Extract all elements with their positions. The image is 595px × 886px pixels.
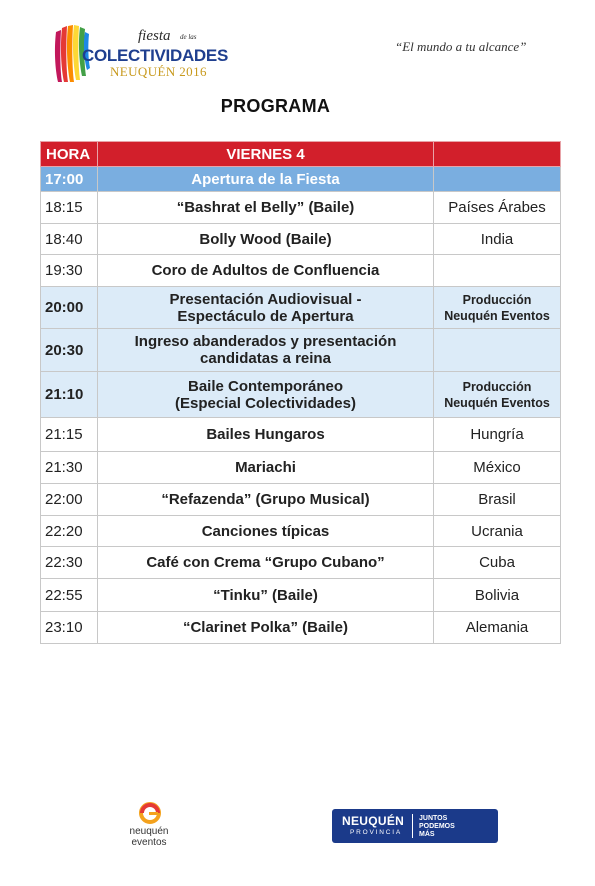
row-act: Baile Contemporáneo (Especial Colectividades) bbox=[98, 372, 434, 418]
logo-main-text: COLECTIVIDADES bbox=[82, 46, 228, 65]
table-header bbox=[41, 142, 561, 167]
row-origin: México bbox=[434, 452, 561, 484]
table-row bbox=[41, 579, 561, 612]
row-act: Apertura de la Fiesta bbox=[98, 167, 434, 192]
row-time: 22:20 bbox=[41, 516, 98, 547]
row-time: 21:15 bbox=[41, 418, 98, 452]
row-time: 22:55 bbox=[41, 579, 98, 612]
table-row bbox=[41, 547, 561, 579]
row-time: 20:30 bbox=[41, 329, 98, 372]
row-act: Coro de Adultos de Confluencia bbox=[98, 255, 434, 287]
fiesta-logo bbox=[52, 24, 228, 86]
row-time: 19:30 bbox=[41, 255, 98, 287]
row-time: 21:10 bbox=[41, 372, 98, 418]
neuquen-eventos-text: neuquén eventos bbox=[129, 826, 169, 848]
program-table bbox=[40, 141, 561, 644]
provincia-badge bbox=[332, 809, 498, 843]
table-row bbox=[41, 224, 561, 255]
header-dia: VIERNES 4 bbox=[98, 142, 434, 167]
row-origin bbox=[434, 255, 561, 287]
row-time: 23:10 bbox=[41, 612, 98, 644]
row-time: 22:30 bbox=[41, 547, 98, 579]
prov-divider bbox=[412, 814, 413, 838]
row-origin: Bolivia bbox=[434, 579, 561, 612]
row-origin: Hungría bbox=[434, 418, 561, 452]
table-row bbox=[41, 255, 561, 287]
row-act: “Tinku” (Baile) bbox=[98, 579, 434, 612]
row-origin: Alemania bbox=[434, 612, 561, 644]
row-origin: Cuba bbox=[434, 547, 561, 579]
row-time: 20:00 bbox=[41, 287, 98, 329]
row-act: “Refazenda” (Grupo Musical) bbox=[98, 484, 434, 516]
row-act: Café con Crema “Grupo Cubano” bbox=[98, 547, 434, 579]
logo-delas-text: de las bbox=[180, 33, 197, 41]
row-origin bbox=[434, 329, 561, 372]
table-row-opening bbox=[41, 167, 561, 192]
row-time: 22:00 bbox=[41, 484, 98, 516]
row-time: 17:00 bbox=[41, 167, 98, 192]
row-origin: India bbox=[434, 224, 561, 255]
page-title: PROGRAMA bbox=[220, 96, 331, 116]
row-origin: Brasil bbox=[434, 484, 561, 516]
table-row bbox=[41, 418, 561, 452]
table-row bbox=[41, 612, 561, 644]
row-act: Ingreso abanderados y presentación candidatas a reina bbox=[98, 329, 434, 372]
header-hora: HORA bbox=[41, 142, 98, 167]
table-row bbox=[41, 192, 561, 224]
row-origin bbox=[434, 167, 561, 192]
row-act: “Bashrat el Belly” (Baile) bbox=[98, 192, 434, 224]
row-origin: Producción Neuquén Eventos bbox=[434, 372, 561, 418]
logo-sub-text: NEUQUÉN 2016 bbox=[110, 64, 207, 79]
slogan: “El mundo a tu alcance” bbox=[395, 39, 527, 54]
row-time: 18:15 bbox=[41, 192, 98, 224]
row-origin: Ucrania bbox=[434, 516, 561, 547]
table-row bbox=[41, 484, 561, 516]
table-row bbox=[41, 329, 561, 372]
row-act: “Clarinet Polka” (Baile) bbox=[98, 612, 434, 644]
row-time: 18:40 bbox=[41, 224, 98, 255]
table-row bbox=[41, 372, 561, 418]
row-act: Canciones típicas bbox=[98, 516, 434, 547]
prov-sub-text: PROVINCIA bbox=[350, 829, 402, 836]
eventos-swirl-icon bbox=[120, 802, 180, 826]
prov-main-text: NEUQUÉN bbox=[342, 814, 405, 828]
row-act: Mariachi bbox=[98, 452, 434, 484]
logo-fiesta-text: fiesta bbox=[138, 28, 171, 44]
row-origin: Producción Neuquén Eventos bbox=[434, 287, 561, 329]
row-act: Bailes Hungaros bbox=[98, 418, 434, 452]
row-act: Presentación Audiovisual - Espectáculo de Apertura bbox=[98, 287, 434, 329]
table-row bbox=[41, 287, 561, 329]
table-row bbox=[41, 452, 561, 484]
row-time: 21:30 bbox=[41, 452, 98, 484]
header-origen bbox=[434, 142, 561, 167]
row-origin: Países Árabes bbox=[434, 192, 561, 224]
table-row bbox=[41, 516, 561, 547]
row-act: Bolly Wood (Baile) bbox=[98, 224, 434, 255]
prov-slogan: JUNTOS PODEMOS MÁS bbox=[419, 815, 455, 838]
